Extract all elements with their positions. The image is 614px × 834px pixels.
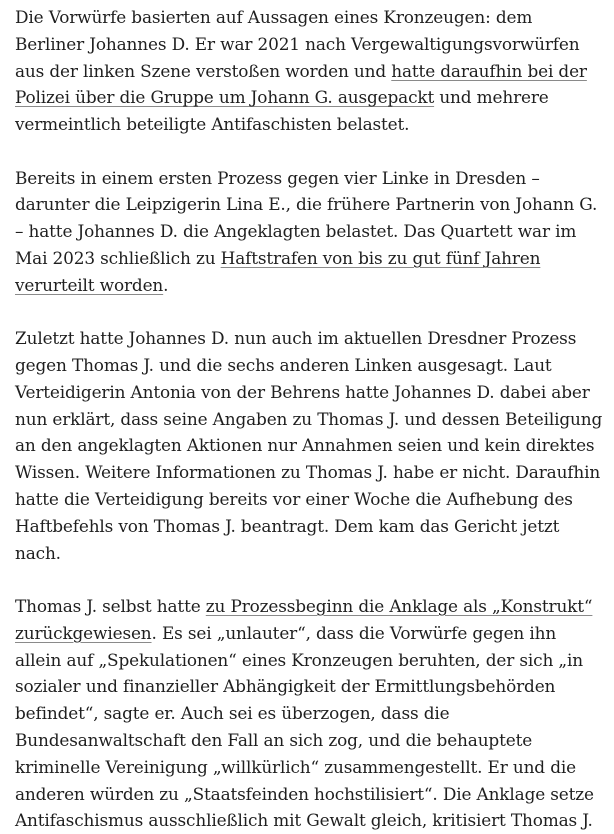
paragraph-text: und mehrere vermeintlich beteiligte Antifaschisten belastet. xyxy=(15,87,549,135)
paragraph-3 xyxy=(15,325,606,566)
paragraph-text: Die Vorwürfe basierten auf Aussagen eines Kronzeugen: dem Berliner Johannes D. Er war 2021 nach Vergewaltigungsvorwürfen aus der linken Szene verstoßen worden und xyxy=(15,7,580,81)
link-haftstrafen[interactable]: Haftstrafen von bis zu gut fünf Jahren verurteilt worden xyxy=(15,247,541,295)
paragraph-text: . Es sei „unlauter“, dass die Vorwürfe gegen ihn allein auf „Spekulationen“ eines Kronzeugen beruhten, der sich „in sozialer und finanzieller Abhängigkeit der Ermittlungsbehörden befindet“, sagte er. Auch sei es überzogen, dass die Bundesanwaltschaft den Fall an sich zog, und die behauptete kriminelle Vereinigung „willkürlich“ zusammengestellt. Er und die anderen würden zu „Staatsfeinden hochstilisiert“. Die Anklage setze Antifaschismus ausschließlich mit Gewalt gleich, kritisiert Thomas J. xyxy=(15,622,594,831)
link-polizei-ausgepackt[interactable]: hatte daraufhin bei der Polizei über die Gruppe um Johann G. ausgepackt xyxy=(15,60,587,108)
link-anklage-konstrukt[interactable]: zu Prozessbeginn die Anklage als „Konstrukt“ zurückgewiesen xyxy=(15,595,593,643)
paragraph-text: Thomas J. selbst hatte xyxy=(15,595,206,616)
paragraph-text: . xyxy=(163,274,169,295)
paragraph-4 xyxy=(15,593,606,834)
paragraph-text: Bereits in einem ersten Prozess gegen vier Linke in Dresden – darunter die Leipzigerin Lina E., die frühere Partnerin von Johann G. – hatte Johannes D. die Angeklagten belastet. Das Quartett war im Mai 2023 schließlich zu xyxy=(15,167,598,268)
paragraph-text: Zuletzt hatte Johannes D. nun auch im aktuellen Dresdner Prozess gegen Thomas J. und die sechs anderen Linken ausgesagt. Laut Verteidigerin Antonia von der Behrens hatte Johannes D. dabei aber nun erklärt, dass seine Angaben zu Thomas J. und dessen Beteiligung an den angeklagten Aktionen nur Annahmen seien und kein direktes Wissen. Weitere Informationen zu Thomas J. habe er nicht. Daraufhin hatte die Verteidigung bereits vor einer Woche die Aufhebung des Haftbefehls von Thomas J. beantragt. Dem kam das Gericht jetzt nach. xyxy=(15,328,603,563)
paragraph-1 xyxy=(15,4,606,138)
paragraph-2 xyxy=(15,165,606,299)
